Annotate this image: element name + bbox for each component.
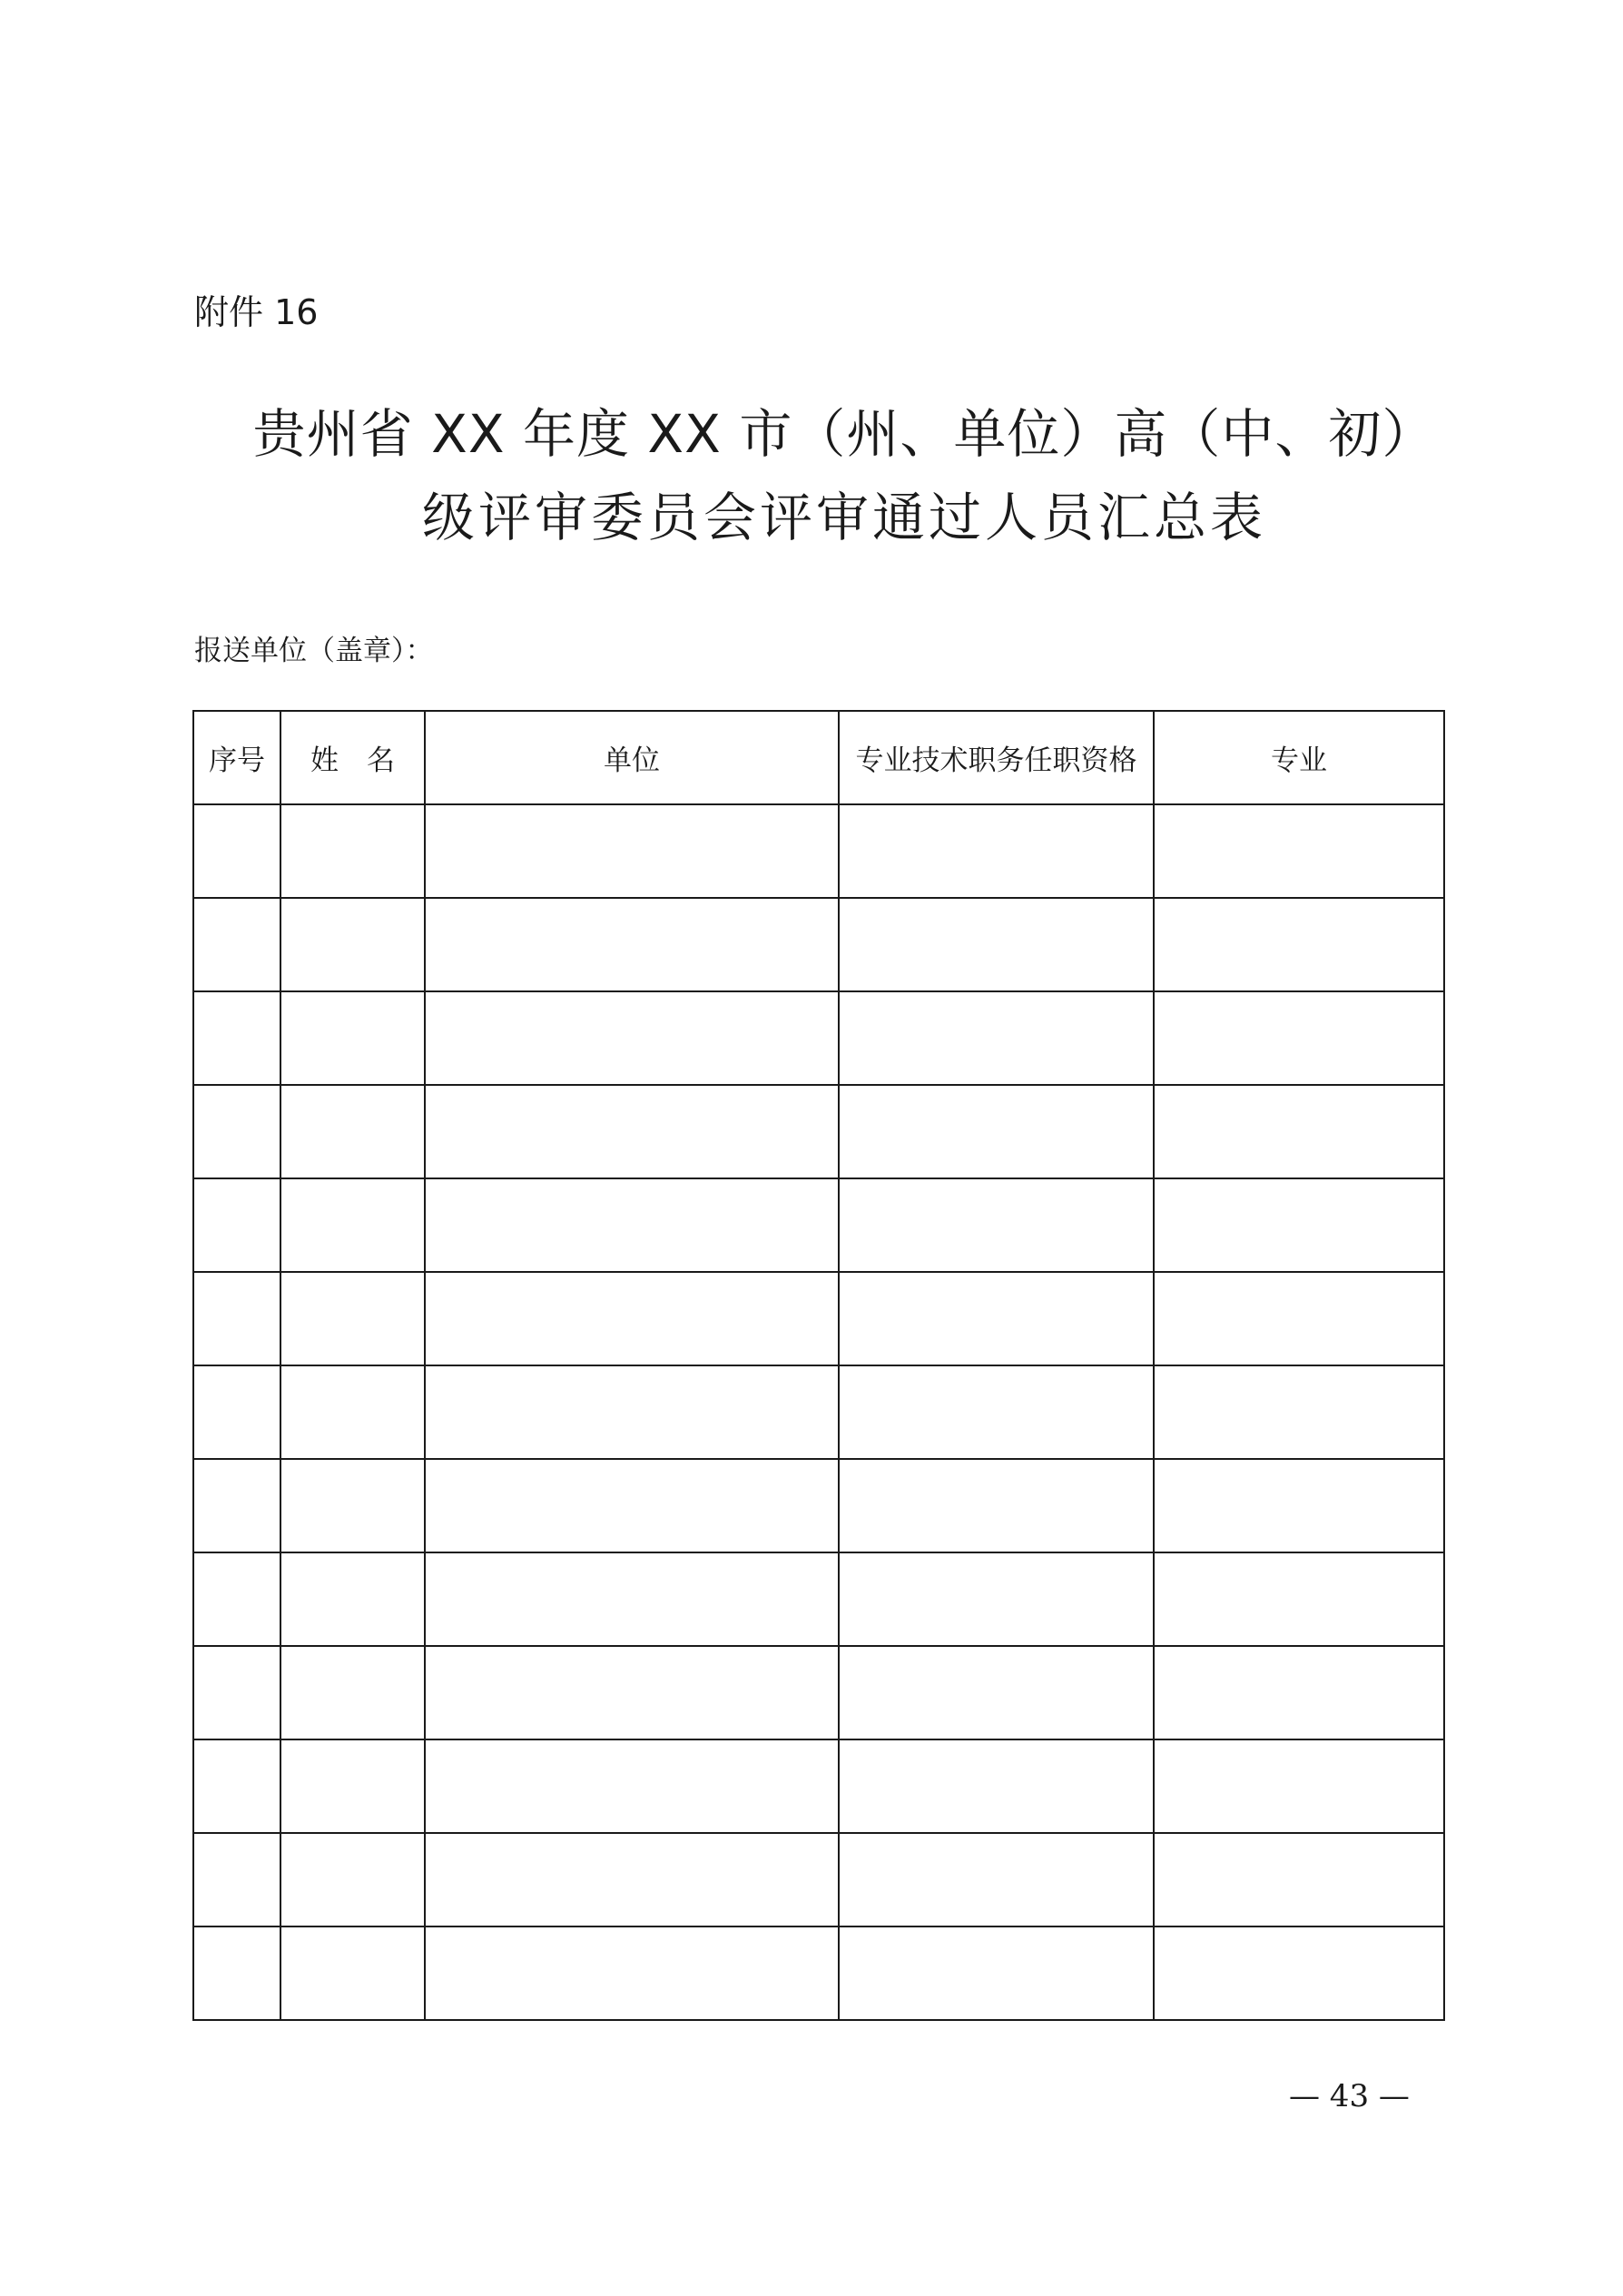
cell-unit [425,1552,839,1646]
cell-unit [425,898,839,991]
cell-qualification [839,1459,1154,1552]
cell-index [193,898,280,991]
cell-specialty [1154,1646,1444,1739]
page-number: — 43 — [1289,2078,1410,2114]
cell-index [193,1272,280,1365]
table-row [193,1459,1444,1552]
cell-unit [425,1272,839,1365]
table-row [193,1178,1444,1272]
cell-specialty [1154,1085,1444,1178]
table-row [193,1552,1444,1646]
table-header-row [193,711,1444,804]
cell-unit [425,804,839,898]
cell-specialty [1154,1365,1444,1459]
cell-index [193,1833,280,1926]
cell-name [280,1365,425,1459]
table-row [193,1833,1444,1926]
cell-name [280,898,425,991]
header-qualification: 专业技术职务任职资格 [839,711,1154,804]
cell-unit [425,1459,839,1552]
cell-specialty [1154,1178,1444,1272]
cell-name [280,1085,425,1178]
table-row [193,1926,1444,2020]
table-row [193,898,1444,991]
cell-index [193,1365,280,1459]
cell-qualification [839,1646,1154,1739]
header-index: 序号 [193,711,280,804]
table-row [193,1272,1444,1365]
cell-index [193,1926,280,2020]
cell-name [280,1272,425,1365]
cell-index [193,804,280,898]
cell-index [193,991,280,1085]
cell-unit [425,1833,839,1926]
cell-qualification [839,1365,1154,1459]
cell-specialty [1154,1272,1444,1365]
cell-specialty [1154,1926,1444,2020]
cell-index [193,1646,280,1739]
header-name: 姓 名 [280,711,425,804]
cell-index [193,1552,280,1646]
cell-specialty [1154,804,1444,898]
table-row [193,991,1444,1085]
cell-specialty [1154,1833,1444,1926]
cell-index [193,1459,280,1552]
cell-unit [425,1365,839,1459]
table-row [193,1739,1444,1833]
table-row [193,1646,1444,1739]
cell-index [193,1739,280,1833]
header-specialty: 专业 [1154,711,1444,804]
cell-qualification [839,991,1154,1085]
cell-qualification [839,1739,1154,1833]
table-row [193,1365,1444,1459]
cell-specialty [1154,1552,1444,1646]
cell-qualification [839,1926,1154,2020]
cell-name [280,804,425,898]
cell-qualification [839,1833,1154,1926]
cell-unit [425,1178,839,1272]
attachment-label: 附件 16 [194,292,319,332]
cell-unit [425,1646,839,1739]
table-row [193,1085,1444,1178]
cell-specialty [1154,991,1444,1085]
cell-specialty [1154,898,1444,991]
cell-qualification [839,1552,1154,1646]
cell-name [280,1646,425,1739]
summary-table [192,710,1445,2021]
cell-unit [425,1926,839,2020]
cell-qualification [839,1085,1154,1178]
table-body [193,804,1444,2020]
cell-unit [425,1739,839,1833]
cell-qualification [839,804,1154,898]
cell-unit [425,991,839,1085]
cell-name [280,991,425,1085]
cell-qualification [839,1178,1154,1272]
cell-name [280,1178,425,1272]
cell-name [280,1926,425,2020]
cell-specialty [1154,1739,1444,1833]
page-title-line-1: 贵州省 XX 年度 XX 市（州、单位）高（中、初） [252,403,1436,465]
cell-qualification [839,1272,1154,1365]
cell-name [280,1833,425,1926]
cell-specialty [1154,1459,1444,1552]
cell-index [193,1085,280,1178]
cell-unit [425,1085,839,1178]
cell-qualification [839,898,1154,991]
page-title-line-2: 级评审委员会评审通过人员汇总表 [421,487,1266,548]
header-unit: 单位 [425,711,839,804]
cell-index [193,1178,280,1272]
submitting-unit-label: 报送单位（盖章）： [194,635,434,667]
cell-name [280,1739,425,1833]
cell-name [280,1552,425,1646]
cell-name [280,1459,425,1552]
table-row [193,804,1444,898]
